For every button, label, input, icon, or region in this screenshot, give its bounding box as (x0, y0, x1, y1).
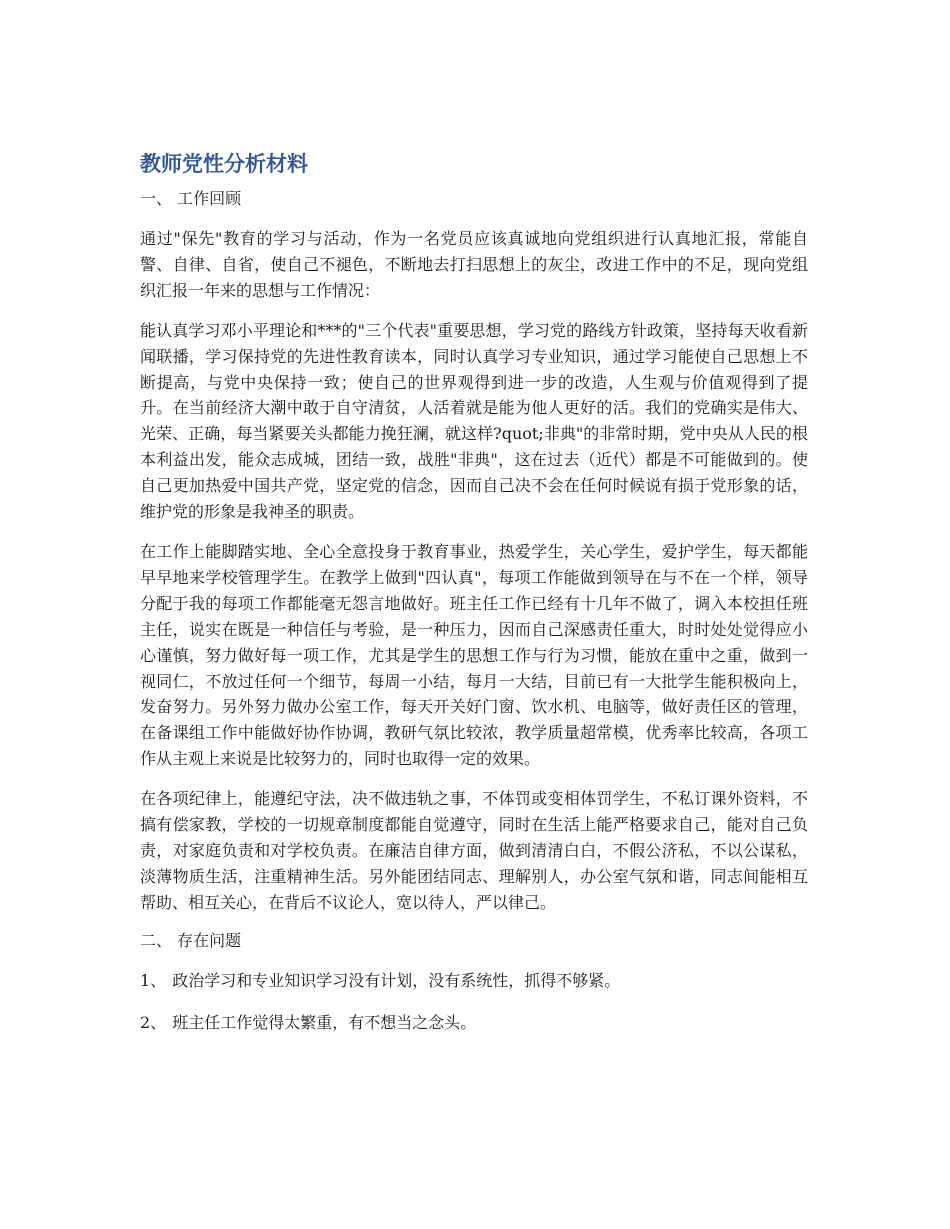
problem-item (140, 968, 808, 994)
problem-number: 1、 (140, 970, 167, 990)
paragraph-work: 在工作上能脚踏实地、全心全意投身于教育事业，热爱学生，关心学生，爱护学生，每天都能早早地来学校管理学生。在教学上做到"四认真"，每项工作能做到领导在与不在一个样，领导分配于我的每项工作都能毫无怨言地做好。班主任工作已经有十几年不做了，调入本校担任班主任，说实在既是一种信任与考验，是一种压力，因而自己深感责任重大，时时处处觉得应小心谨慎，努力做好每一项工作，尤其是学生的思想工作与行为习惯，能放在重中之重，做到一视同仁，不放过任何一个细节，每周一小结，每月一大结，目前已有一大批学生能积极向上，发奋努力。另外努力做办公室工作，每天开关好门窗、饮水机、电脑等，做好责任区的管理，在备课组工作中能做好协作协调，教研气氛比较浓，教学质量超常模，优秀率比较高，各项工作从主观上来说是比较努力的，同时也取得一定的效果。 (140, 541, 808, 769)
problem-text: 班主任工作觉得太繁重，有不想当之念头。 (172, 1012, 477, 1032)
document-title: 教师党性分析材料 (140, 152, 308, 176)
paragraph-discipline: 在各项纪律上，能遵纪守法，决不做违轨之事，不体罚或变相体罚学生，不私订课外资料，不搞有偿家教，学校的一切规章制度都能自觉遵守，同时在生活上能严格要求自己，能对自己负责，对家庭负责和对学校负责。在廉洁自律方面，做到清清白白，不假公济私，不以公谋私，淡薄物质生活，注重精神生活。另外能团结同志、理解别人，办公室气氛和谐，同志间能相互帮助、相互关心，在背后不议论人，宽以待人，严以律己。 (140, 789, 808, 912)
paragraph-study: 能认真学习邓小平理论和***的"三个代表"重要思想，学习党的路线方针政策，坚持每天收看新闻联播，学习保持党的先进性教育读本，同时认真学习专业知识，通过学习能使自己思想上不断提高，与党中央保持一致；使自己的世界观得到进一步的改造，人生观与价值观得到了提升。在当前经济大潮中敢于自守清贫，人活着就是能为他人更好的活。我们的党确实是伟大、光荣、正确，每当紧要关头都能力挽狂澜，就这样?quot;非典"的非常时期，党中央从人民的根本利益出发，能众志成城，团结一致，战胜"非典"，这在过去（近代）都是不可能做到的。使自己更加热爱中国共产党，坚定党的信念，因而自己决不会在任何时候说有损于党形象的话，维护党的形象是我神圣的职责。 (140, 320, 808, 522)
problem-item (140, 1010, 808, 1036)
problem-text: 政治学习和专业知识学习没有计划，没有系统性，抓得不够紧。 (172, 970, 621, 990)
problem-number: 2、 (140, 1012, 167, 1032)
section-heading-work-review: 一、 工作回顾 (140, 189, 242, 208)
section-heading-problems: 二、 存在问题 (140, 930, 242, 950)
paragraph-intro: 通过"保先"教育的学习与活动，作为一名党员应该真诚地向党组织进行认真地汇报，常能自警、自律、自省，使自己不褪色，不断地去打扫思想上的灰尘，改进工作中的不足，现向党组织汇报一年来的思想与工作情况： (140, 229, 808, 300)
document-page (140, 148, 808, 1052)
